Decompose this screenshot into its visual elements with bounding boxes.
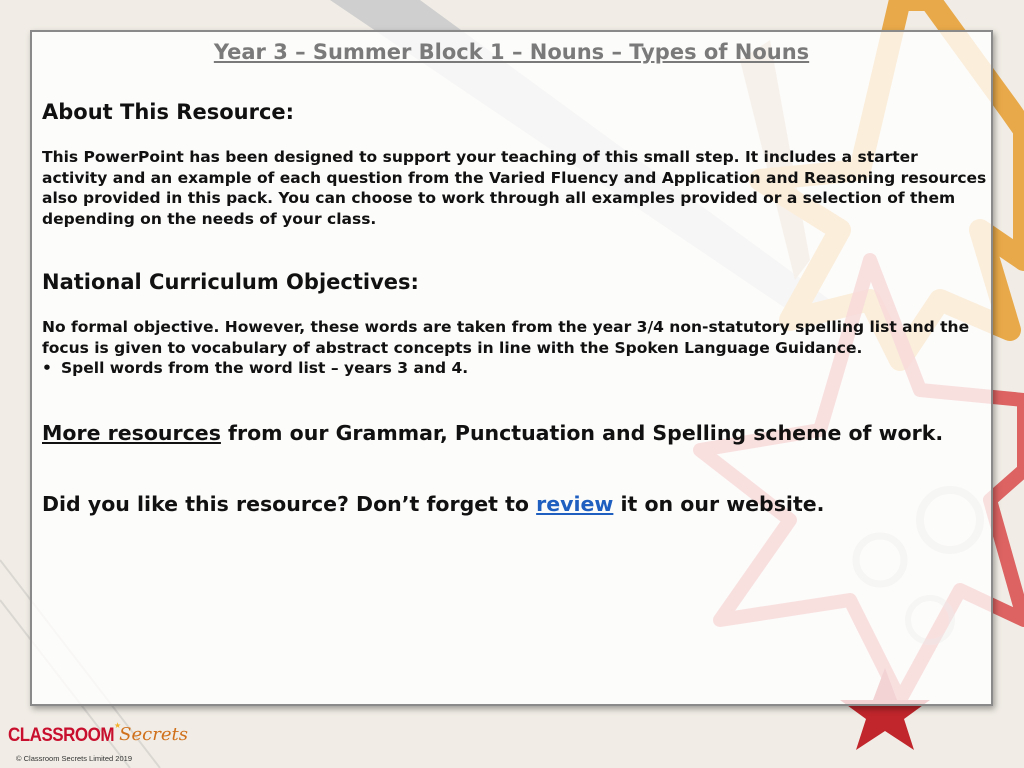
about-text: This PowerPoint has been designed to support your teaching of this small step. It includes a starter activity and an example of each question from the Varied Fluency and Application and Reasoning resources also provided in this pack. You can choose to work through all examples provided or a selection of them depending on the needs of your class. bbox=[42, 148, 987, 228]
review-line bbox=[42, 492, 824, 516]
copyright-text: © Classroom Secrets Limited 2019 bbox=[16, 754, 132, 763]
more-resources-rest: from our Grammar, Punctuation and Spelling scheme of work. bbox=[220, 421, 944, 445]
bullet-text: Spell words from the word list – years 3 and 4. bbox=[61, 359, 469, 377]
review-after: it on our website. bbox=[613, 492, 825, 516]
review-link[interactable]: review bbox=[536, 492, 614, 516]
content-panel bbox=[30, 30, 993, 706]
objectives-text: No formal objective. However, these words are taken from the year 3/4 non-statutory spelling list and the focus is given to vocabulary of abstract concepts in line with the Spoken Language Guidance. bbox=[42, 318, 970, 357]
objectives-bullet-list bbox=[42, 358, 987, 379]
about-heading: About This Resource: bbox=[42, 100, 295, 124]
objectives-heading: National Curriculum Objectives: bbox=[42, 270, 419, 294]
bullet-icon: • bbox=[42, 359, 52, 377]
more-resources-link[interactable]: More resources bbox=[42, 421, 221, 445]
logo-main-text: CLASSROOM bbox=[8, 723, 114, 746]
logo-star-icon: ★ bbox=[114, 721, 122, 730]
page-title: Year 3 – Summer Block 1 – Nouns – Types of Nouns bbox=[213, 40, 810, 64]
review-before: Did you like this resource? Don’t forget to bbox=[42, 492, 537, 516]
more-resources-line bbox=[42, 421, 943, 445]
classroom-secrets-logo bbox=[8, 721, 188, 752]
logo-script-text: Secrets bbox=[119, 724, 188, 745]
objectives-bullet-item bbox=[42, 358, 987, 379]
